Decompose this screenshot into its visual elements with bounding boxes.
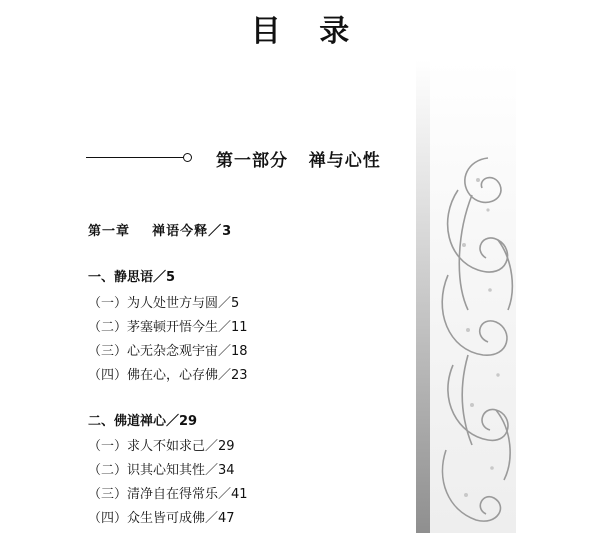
section-heading: 一、静思语／5 xyxy=(88,270,176,285)
part-divider-line xyxy=(86,157,185,158)
part-divider-circle-icon xyxy=(183,153,192,162)
chapter-heading: 第一章 禅语今释／3 xyxy=(88,224,233,239)
toc-entry[interactable]: （二）茅塞顿开悟今生／11 xyxy=(88,320,248,335)
toc-entry[interactable]: （二）识其心知其性／34 xyxy=(88,463,235,478)
toc-entry[interactable]: （一）求人不如求己／29 xyxy=(88,439,235,454)
toc-entry[interactable]: （三）心无杂念观宇宙／18 xyxy=(88,344,248,359)
toc-entry[interactable]: （一）为人处世方与圆／5 xyxy=(88,296,240,311)
toc-entry[interactable]: （四）众生皆可成佛／47 xyxy=(88,511,235,526)
section-heading: 二、佛道禅心／29 xyxy=(88,414,198,429)
toc-entry[interactable]: （四）佛在心，心存佛／23 xyxy=(88,368,248,383)
toc-entry[interactable]: （三）清净自在得常乐／41 xyxy=(88,487,248,502)
part-heading: 第一部分 禅与心性 xyxy=(216,151,381,171)
page-title: 目 录 xyxy=(250,14,364,49)
scroll-ornament-icon xyxy=(428,150,518,533)
